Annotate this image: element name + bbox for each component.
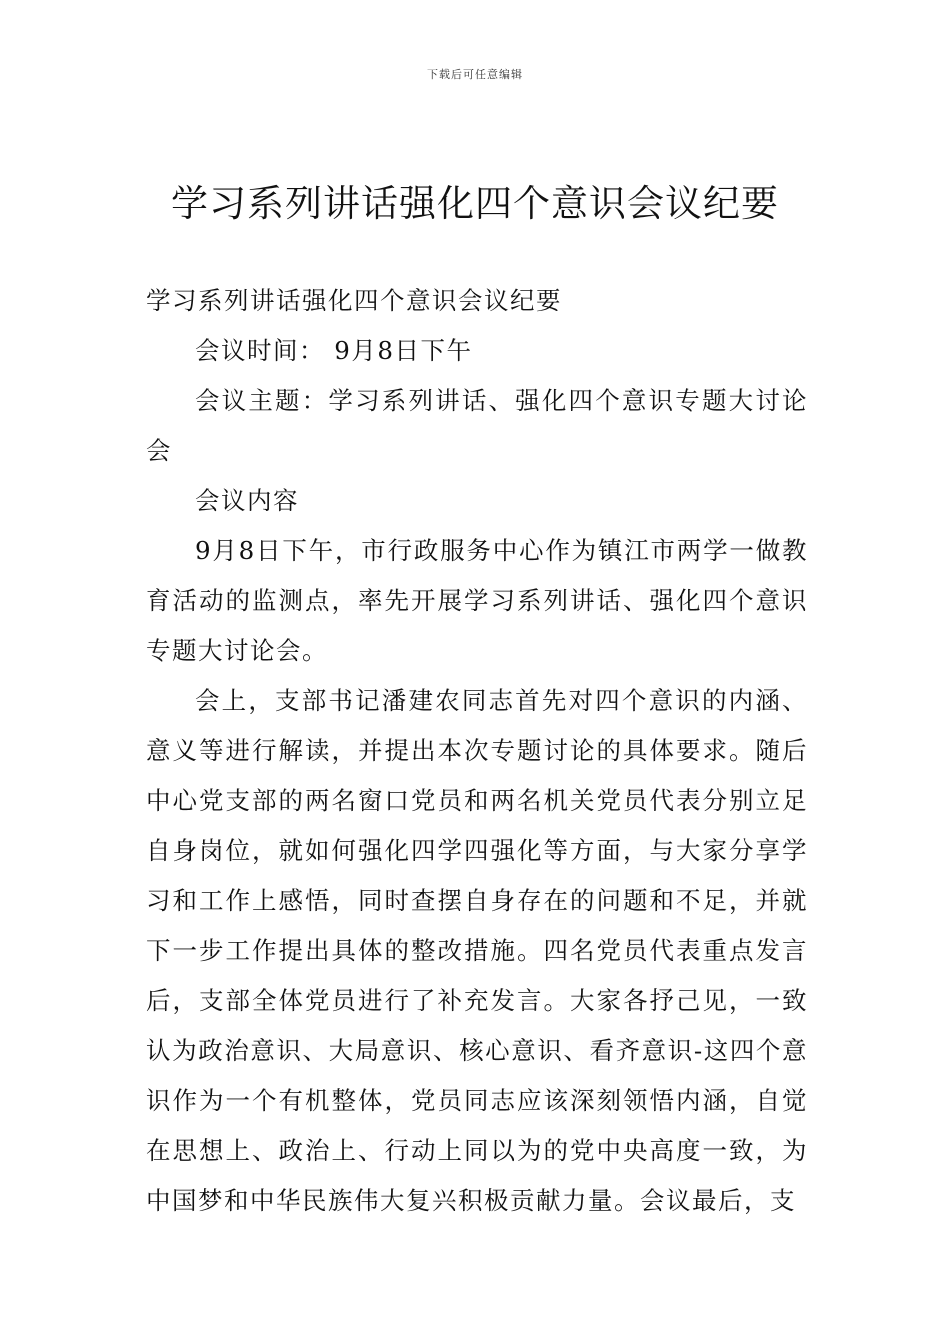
document-title: 学习系列讲话强化四个意识会议纪要 (171, 182, 779, 225)
body-paragraph-1: 9月8日下午，市行政服务中心作为镇江市两学一做教育活动的监测点，率先开展学习系列讲话、强化四个意识专题大讨论会。 (146, 536, 808, 665)
header-note: 下载后可任意编辑 (427, 68, 523, 81)
meeting-theme-paragraph: 会议主题：学习系列讲话、强化四个意识专题大讨论会 (146, 386, 808, 465)
body-paragraph-2: 会上，支部书记潘建农同志首先对四个意识的内涵、意义等进行解读，并提出本次专题讨论的具体要求。随后中心党支部的两名窗口党员和两名机关党员代表分别立足自身岗位，就如何强化四学四强化等方面，与大家分享学习和工作上感悟，同时查摆自身存在的问题和不足，并就下一步工作提出具体的整改措施。四名党员代表重点发言后，支部全体党员进行了补充发言。大家各抒己见，一致认为政治意识、大局意识、核心意识、看齐意识-这四个意识作为一个有机整体，党员同志应该深刻领悟内涵，自觉在思想上、政治上、行动上同以为的党中央高度一致，为中国梦和中华民族伟大复兴积极贡献力量。会议最后，支 (146, 686, 808, 1215)
subtitle-paragraph: 学习系列讲话强化四个意识会议纪要 (146, 286, 562, 315)
content-heading-paragraph: 会议内容 (195, 486, 299, 515)
document-body (146, 276, 808, 1226)
meeting-time-paragraph: 会议时间： 9月8日下午 (195, 336, 473, 365)
